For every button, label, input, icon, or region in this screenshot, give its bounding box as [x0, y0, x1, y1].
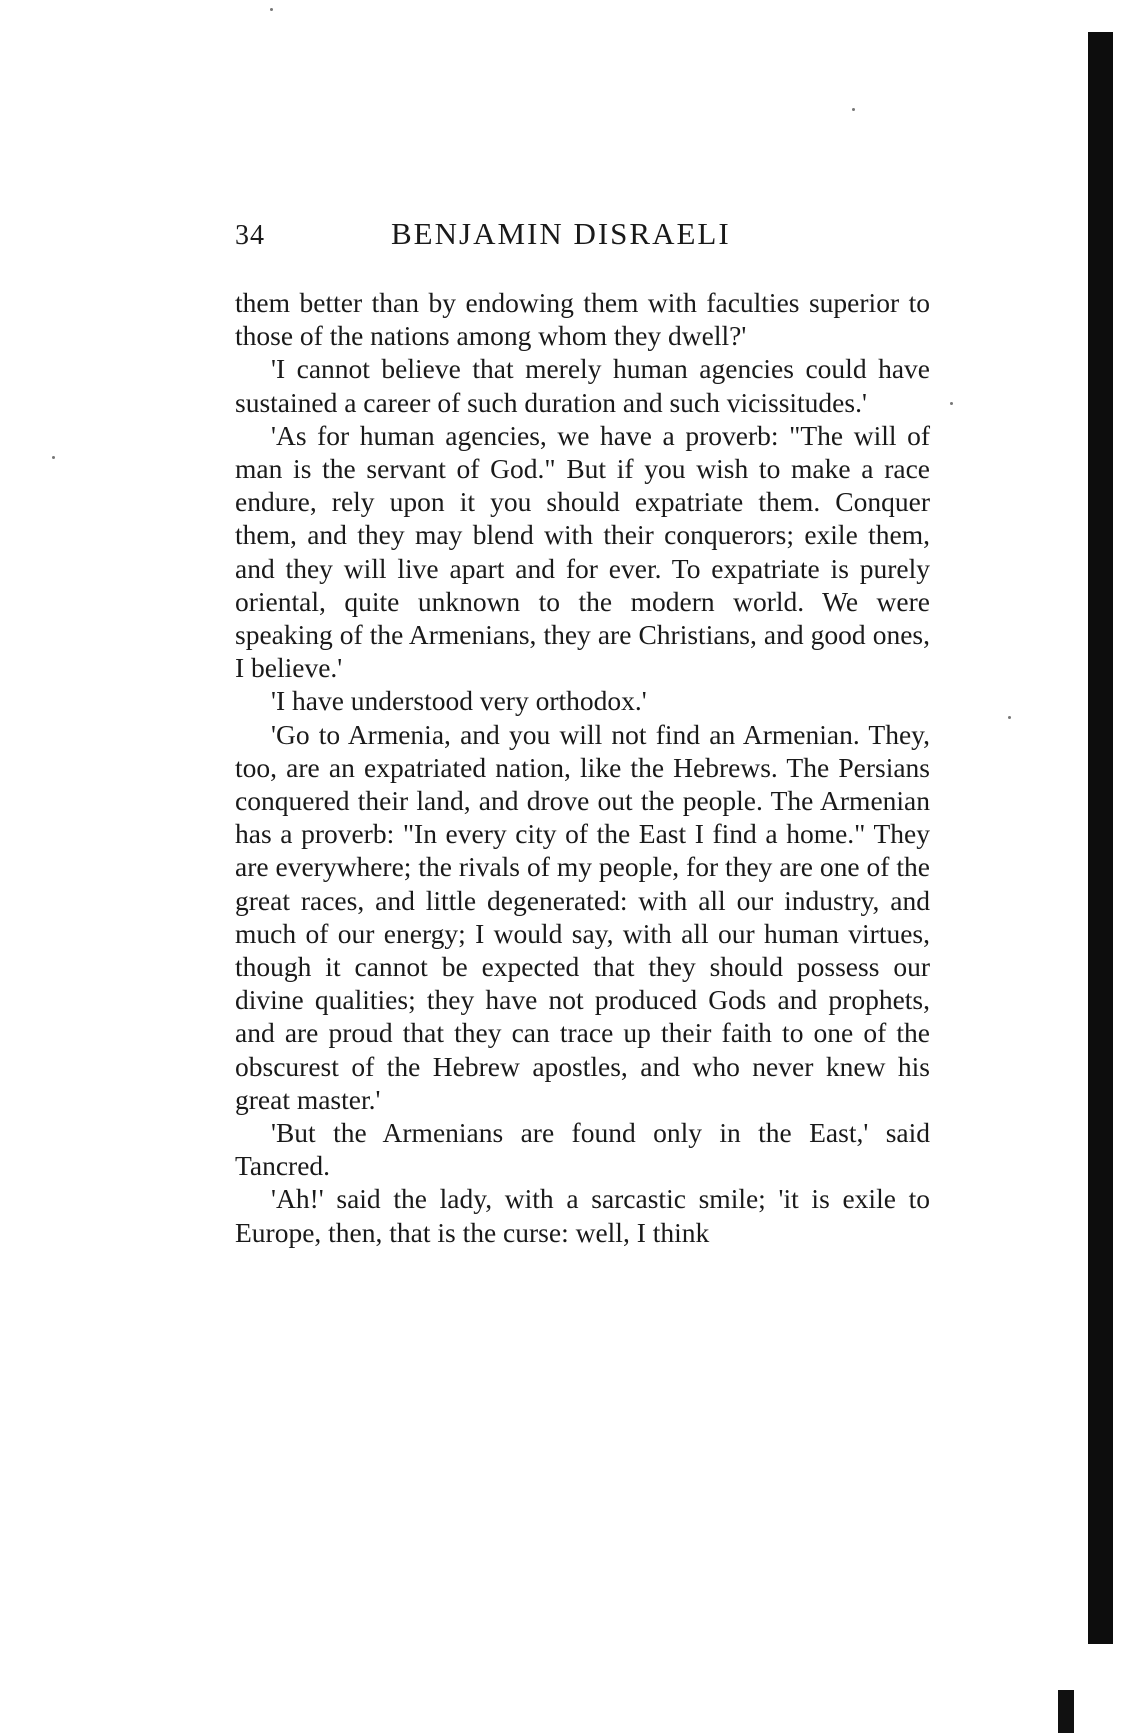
paragraph: 'As for human agencies, we have a proverb: "The will of man is the servant of God." But if you wish to make a race endure, rely upon it you should expatriate them. Conquer them, and they may blend with their conquerors; exile them, and they will live apart and for ever. To expatriate is purely oriental, quite unknown to the modern world. We were speaking of the Armenians, they are Christians, and good ones, I believe.' [235, 419, 930, 684]
paragraph: 'I cannot believe that merely human agencies could have sustained a career of such duration and such vicissitudes.' [235, 353, 930, 418]
scan-edge-shadow [1088, 32, 1113, 1644]
running-head [235, 216, 935, 260]
running-title: BENJAMIN DISRAELI [391, 216, 731, 251]
paragraph: 'But the Armenians are found only in the East,' said Tancred. [235, 1117, 930, 1182]
paragraph: them better than by endowing them with faculties superior to those of the nations among whom they dwell?' [235, 287, 930, 352]
paragraph: 'Ah!' said the lady, with a sarcastic smile; 'it is exile to Europe, then, that is the curse: well, I think [235, 1183, 930, 1248]
paper-speck [852, 108, 855, 111]
paper-speck [270, 8, 273, 11]
page-number: 34 [235, 220, 265, 251]
body-text [235, 286, 930, 1249]
paragraph: 'I have understood very orthodox.' [271, 685, 647, 717]
paper-speck [52, 456, 55, 459]
paragraph: 'Go to Armenia, and you will not find an Armenian. They, too, are an expatriated nation, like the Hebrews. The Persians conquered their land, and drove out the people. The Armenian has a proverb: "In every city of the East I find a home." They are everywhere; the rivals of my people, for they are one of the great races, and little degenerated: with all our industry, and much of our energy; I would say, with all our human virtues, though it cannot be expected that they should possess our divine qualities; they have not produced Gods and prophets, and are proud that they can trace up their faith to one of the obscurest of the Hebrew apostles, and who never knew his great master.' [235, 718, 930, 1115]
paper-speck [950, 402, 953, 405]
scan-edge-mark [1058, 1690, 1074, 1733]
paper-speck [1008, 716, 1011, 719]
